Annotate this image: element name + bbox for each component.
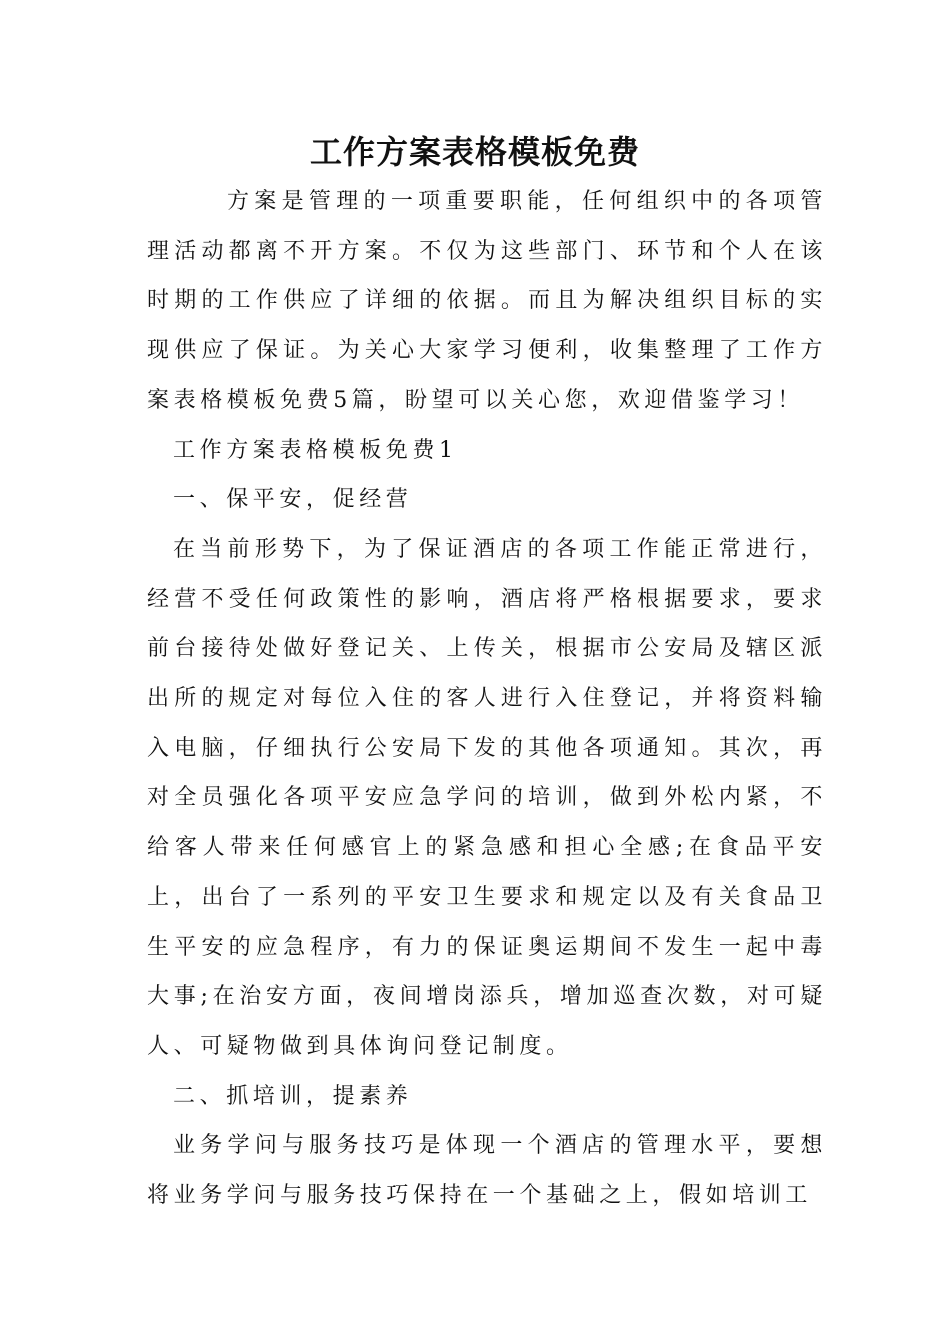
- document-body: [147, 177, 827, 1221]
- training-paragraph: 业务学问与服务技巧是体现一个酒店的管理水平，要想将业务学问与服务技巧保持在一个基础之上，假如培训工: [147, 1133, 827, 1209]
- section-heading-template-1: 工作方案表格模板免费1: [173, 437, 458, 463]
- safety-paragraph: 在当前形势下，为了保证酒店的各项工作能正常进行，经营不受任何政策性的影响，酒店将严格根据要求，要求前台接待处做好登记关、上传关，根据市公安局及辖区派出所的规定对每位入住的客人进行入住登记，并将资料输入电脑，仔细执行公安局下发的其他各项通知。其次，再对全员强化各项平安应急学问的培训，做到外松内紧，不给客人带来任何感官上的紧急感和担心全感;在食品平安上，出台了一系列的平安卫生要求和规定以及有关食品卫生平安的应急程序，有力的保证奥运期间不发生一起中毒大事;在治安方面，夜间增岗添兵，增加巡查次数，对可疑人、可疑物做到具体询问登记制度。: [147, 536, 827, 1059]
- section-heading-safety: 一、保平安，促经营: [173, 487, 413, 513]
- section-heading-training: 二、抓培训，提素养: [173, 1083, 413, 1109]
- intro-paragraph: 方案是管理的一项重要职能，任何组织中的各项管理活动都离不开方案。不仅为这些部门、环节和个人在该时期的工作供应了详细的依据。而且为解决组织目标的实现供应了保证。为关心大家学习便利，收集整理了工作方案表格模板免费5篇，盼望可以关心您，欢迎借鉴学习！: [147, 189, 827, 413]
- document-title: 工作方案表格模板免费: [309, 133, 640, 171]
